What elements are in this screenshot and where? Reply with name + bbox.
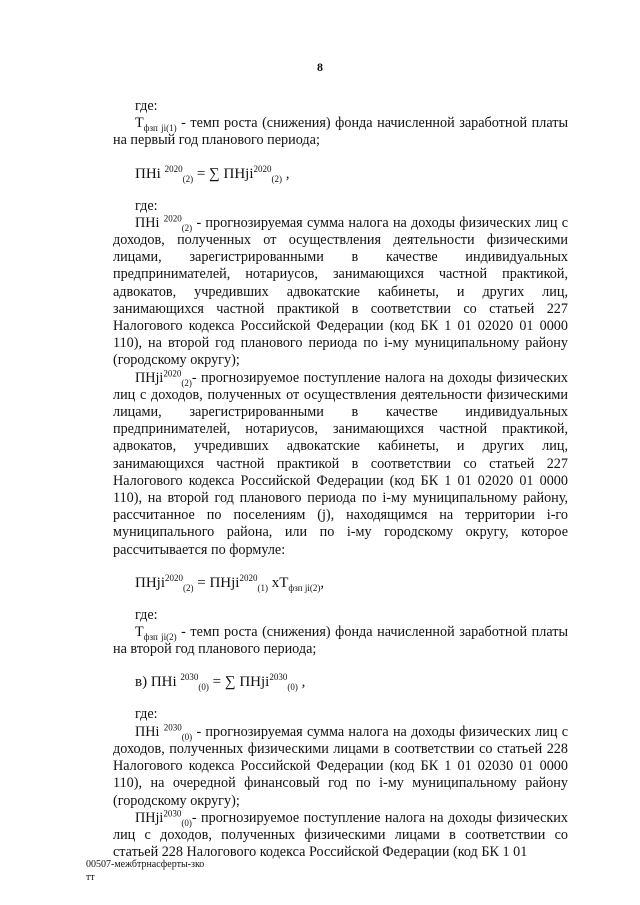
definition-growth-rate-1 (113, 115, 568, 149)
symbol-sup: 2030 (163, 807, 182, 818)
formula-sub: фзп ji(2) (288, 582, 321, 593)
formula-sub: (1) (257, 582, 268, 593)
symbol-subscript: фзп ji(1) (143, 123, 177, 134)
formula-term: ПНji (135, 574, 165, 591)
formula-term: в) ПНi (135, 674, 181, 691)
document-body (113, 98, 568, 861)
formula-term: , (320, 574, 325, 591)
formula-sup: 2020 (253, 163, 272, 174)
formula-term: ПНi (135, 165, 165, 182)
formula-1 (113, 164, 568, 184)
symbol: ПНji (135, 809, 164, 826)
formula-sup: 2020 (165, 572, 183, 583)
definition-text: - прогнозируемое поступление налога на доходы физических лиц с доходов, полученных физическими лицами в соответствии со статьей 228 Налогового кодекса Российской Федерации (код БК 1 01 (113, 809, 568, 861)
definition-text: - прогнозируемое поступление налога на доходы физических лиц с доходов, полученных от осуществления деятельности физическими лицами, зарегистрированными в качестве индивидуальных предпринимателей, нотариусов, занимающихся частной практикой, адвокатов, учредивших адвокатские кабинеты, и других лиц, занимающихся частной практикой в соответствии со статьей 227 Налогового кодекса Российской Федерации (код БК 1 01 02020 01 0000 110), на второй год планового периода по i-му муниципальному району, рассчитанное по поселениям (j), находящимся на территории i-го муниципального района, или по i-му городскому округу, которое рассчитывается по формуле: (113, 369, 568, 558)
formula-sup: 2020 (239, 572, 258, 583)
formula-sub: (0) (198, 682, 209, 693)
symbol: Т (135, 115, 144, 132)
footer-initials: тт (86, 872, 95, 883)
formula-term: , (282, 165, 290, 182)
formula-sub: (0) (287, 682, 298, 693)
formula-sub: (2) (271, 173, 282, 184)
where-label: где: (135, 706, 158, 723)
formula-sup: 2020 (164, 163, 183, 174)
symbol-sup: 2020 (163, 213, 182, 224)
where-label: где: (135, 98, 158, 114)
definition-text: - прогнозируемая сумма налога на доходы физических лиц с доходов, полученных физическими лицами в соответствии со статьей 228 Налогового кодекса Российской Федерации (код БК 1 01 02030 01 0000 110), на очередной финансовый год по i-му муниципальному району (городскому округу); (113, 723, 568, 809)
footer-doc-id: 00507-межбтрнасферты-зко (86, 859, 205, 870)
formula-sup: 2030 (180, 672, 199, 683)
symbol-subscript: фзп ji(2) (143, 631, 177, 642)
symbol-sub: (0) (181, 817, 192, 828)
symbol-sup: 2020 (163, 367, 182, 378)
symbol-sup: 2030 (163, 721, 182, 732)
definition-tax-sum-2020 (113, 215, 568, 370)
definition-tax-sum-2030 (113, 721, 568, 810)
formula-term: = ПНji (193, 574, 240, 591)
definition-tax-receipt-2030 (113, 807, 568, 862)
symbol-sub: (0) (181, 731, 193, 742)
definition-tax-receipt-2020 (113, 367, 568, 559)
page-number: 8 (317, 60, 323, 74)
footer (86, 858, 204, 884)
formula-3 (113, 672, 568, 692)
symbol: ПНji (135, 369, 164, 386)
formula-sub: (2) (182, 173, 194, 184)
formula-term: = ∑ ПНji (193, 165, 254, 182)
definition-text: - темп роста (снижения) фонда начисленной заработной платы на второй год планового периода; (113, 624, 569, 658)
formula-term: хТ (267, 574, 289, 591)
definition-text: - прогнозируемая сумма налога на доходы физических лиц с доходов, полученных от осуществления деятельности физическими лицами, зарегистрированными в качестве индивидуальных предпринимателей, нотариусов, занимающихся частной практикой, адвокатов, учредивших адвокатские кабинеты, и других лиц, занимающихся частной практикой в соответствии со статьей 227 Налогового кодекса Российской Федерации (код БК 1 01 02020 01 0000 110), на второй год планового периода по i-му муниципальному району (городскому округу); (113, 214, 568, 369)
symbol: ПНi (135, 723, 164, 740)
symbol-sub: (2) (181, 377, 192, 388)
definition-text: - темп роста (снижения) фонда начисленной заработной платы на первый год планового периода; (113, 115, 569, 149)
formula-sup: 2030 (269, 672, 288, 683)
definition-growth-rate-2 (113, 624, 568, 658)
where-label: где: (135, 197, 158, 214)
formula-term: = ∑ ПНji (208, 674, 270, 691)
symbol: ПНi (135, 214, 164, 231)
symbol: Т (135, 624, 144, 641)
where-label: где: (135, 606, 158, 623)
formula-2 (113, 573, 568, 593)
formula-sub: (2) (183, 582, 194, 593)
symbol-sub: (2) (181, 222, 193, 233)
formula-term: , (297, 674, 306, 691)
